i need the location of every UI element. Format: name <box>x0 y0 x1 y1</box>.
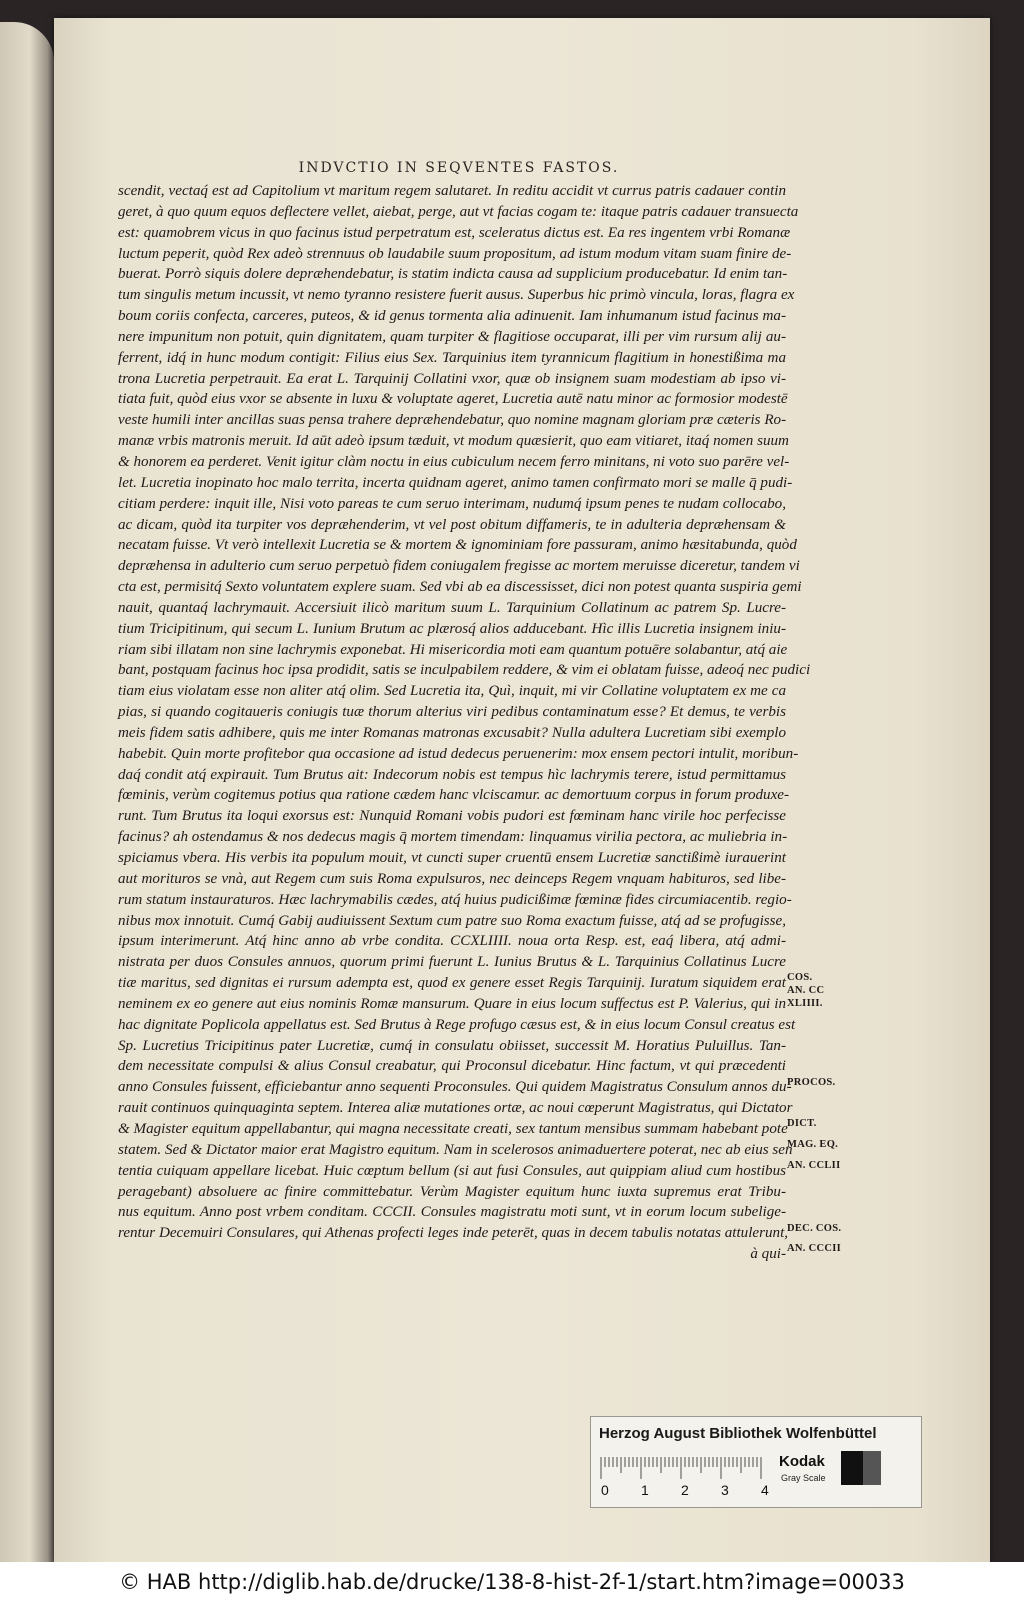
text-line: fœminis, verùm cogitemus potius qua ratione cædem hanc vlciscamur. ac demortuum corpus in forum produxe- <box>118 787 790 804</box>
text-line: dem necessitate compulsi & alius Consul creabatur, qui Proconsul dicebatur. Hinc factum, vt qui præcedenti <box>118 1058 786 1075</box>
margin-note-line: PROCOS. <box>787 1076 836 1088</box>
text-line: ac dicam, quòd ita turpiter vos depræhenderim, vt vel post obitum diffameris, te in adulteria depræhensam & <box>118 516 786 533</box>
text-line: riam sibi illatam non sine lachrymis exponebat. Hi misericordia moti eam quantum potuēre solabantur, atq́ aie <box>118 641 788 658</box>
text-line: tum singulis metum incussit, vt nemo tyranno resistere fuerit ausus. Superbus hic primò vincula, loras, flagra ex <box>118 287 795 304</box>
text-line: tium Tricipitinum, qui secum L. Iunium Brutum ac plærosq́ alios adducebant. Hìc illis Lucretia insignem iniu- <box>118 620 786 637</box>
margin-note <box>787 1117 847 1130</box>
text-line: tiæ maritus, sed dignitas ei rursum adempta est, quod ex genere esset Regis Tarquinij. Iuratum siquidem erat <box>118 975 786 992</box>
text-line: tentia cuiquam appellare licebat. Huic cœptum bellum (si aut fusi Consules, aut quippiam aliud cum hostibus <box>118 1162 786 1179</box>
text-line: nauit, quantaq́ lachrymauit. Accersiuit ilicò maritum suum L. Tarquinium Collatinum ac patrem Sp. Lucre- <box>118 599 786 616</box>
text-line: bant, postquam facinus hoc ipsa prodidit, satis se inculpabilem reddere, & vim ei oblatam fuisse, adeoq́ nec pudici <box>118 662 811 679</box>
text-line: & Magister equitum appellabantur, qui magna necessitate creati, sex tantum mensibus summam habebant pote <box>118 1120 788 1137</box>
text-line: aut morituros se vnà, aut Regem cum suis Roma expulsuros, nec deinceps Regem vnquam habituros, sed libe- <box>118 870 786 887</box>
previous-page-edge <box>0 22 54 1562</box>
text-line: runt. Tum Brutus ita loqui exorsus est: Nunquid Romani vobis pudori est fœminam hanc virile hoc perfecisse <box>118 808 786 825</box>
margin-note-line: XLIIII. <box>787 998 823 1010</box>
margin-note <box>787 1159 847 1172</box>
text-line: meis fidem satis adhibere, quis me inter Romanas matronas excusabit? Nulla adultera Lucretiam sibi exemplo <box>118 724 786 741</box>
swatch-gray <box>863 1451 881 1485</box>
text-line: veste humili inter ancillas suas pensa trahere depræhendebatur, quo nomine magnam gloriam præ cæteris Ro- <box>118 412 787 429</box>
text-line: neminem ex eo genere aut eius nominis Romæ mansurum. Quare in eius locum suffectus est P. Valerius, qui in <box>118 995 786 1012</box>
text-line: buerat. Porrò siquis dolere depræhendebatur, is statim indicta causa ad supplicium producebatur. Id enim tan- <box>118 266 788 283</box>
kodak-brand: Kodak <box>779 1453 825 1470</box>
text-line: boum coriis confecta, carceres, puteos, & id genus tormenta alia adinuenit. Iam inhumanum istud facinus ma- <box>118 308 786 325</box>
ruler-number: 2 <box>681 1482 689 1498</box>
caption-bar <box>0 1562 1024 1606</box>
margin-note-line: AN. CCCII <box>787 1243 842 1255</box>
text-line: pias, si quando cogitaueris coniugis tuæ thorum alterius viri pedibus contaminatum esse? Et demus, te verbis <box>118 704 786 721</box>
text-line: nere impunitum non potuit, quin dignitatem, quam turpiter & flagitiose occuparat, illi per vim rursum alij au- <box>118 328 786 345</box>
margin-note-line: DEC. COS. <box>787 1222 842 1234</box>
text-line: spiciamus vbera. His verbis ita populum mouit, vt cuncti super cruentū ensem Lucretiæ sanctißimè iurauerint <box>118 850 786 866</box>
margin-note <box>787 1076 847 1089</box>
text-line: citiam perdere: inquit ille, Nisi voto pareas te cum seruo interimam, nudumq́ ipsum penes te nudam collocabo, <box>118 495 786 512</box>
text-line: depræhensa in adulterio cum seruo perpetuò fidem coniugalem fregisse ac mortem meruisse diceretur, tandem vi <box>118 558 800 575</box>
text-line: tiam eius violatam esse non aliter atq́ olim. Sed Lucretia ita, Quì, inquit, mi vir Collatine voluptatem ex me ca <box>118 683 786 700</box>
text-line: scendit, vectaq́ est ad Capitolium vt maritum regem salutaret. In reditu accidit vt currus patris cadauer contin <box>118 183 786 199</box>
text-line: nibus mox innotuit. Cumq́ Gabij audiuissent Sextum cum patre suo Roma exactum fuisse, atq́ ad se profugisse, <box>118 912 786 929</box>
text-line: Sp. Lucretius Tricipitinus pater Lucretiæ, cumq́ in consulatu obiisset, successit M. Horatius Puluillus. Tan- <box>118 1037 786 1054</box>
library-name: Herzog August Bibliothek Wolfenbüttel <box>599 1425 877 1442</box>
text-line: rentur Decemuiri Consulares, qui Athenas profecti leges inde peterēt, quas in decem tabulis notatas attulerunt, <box>118 1225 789 1242</box>
ruler-scale <box>597 1453 767 1501</box>
text-line: daq́ condit atq́ expirauit. Tum Brutus ait: Indecorum nobis est tempus hìc lachrymis terere, istud permittamus <box>118 766 786 783</box>
text-line: rum statum instauraturos. Hæc lachrymabilis cædes, atq́ huius pudicißimæ fœminæ fides circumiacentib. regio- <box>118 891 792 908</box>
swatch-black <box>841 1451 863 1485</box>
text-line: manæ vrbis matronis meruit. Id aūt adeò ipsum tæduit, vt modum quæsierit, quo eam vitiaret, itaq́ nomen suum <box>118 433 789 450</box>
text-line: est: quamobrem vicus in quo facinus istud perpetratum est, sceleratus dictus est. Ea res ingentem vrbi Romanæ <box>118 224 791 241</box>
ruler-number: 1 <box>641 1482 649 1498</box>
text-line: nus equitum. Anno post vrbem conditam. CCCII. Consules magistratu moti sunt, vt in eorum locum subelige- <box>118 1204 786 1221</box>
text-line: cta est, permisitq́ Sexto voluntatem explere suam. Sed vbi ab ea discessisset, dici non potest quanta suspiria gemi <box>118 579 802 596</box>
color-card <box>590 1416 922 1508</box>
margin-note <box>787 1222 847 1235</box>
text-line: trona Lucretia perpetrauit. Ea erat L. Tarquinij Collatini vxor, quæ ob insignem suam modestiam ab ipso vi- <box>118 370 786 387</box>
text-line: facinus? ah ostendamus & nos dedecus magis q̄ mortem timendam: linquamus virilia pectora, ac muliebria in- <box>118 829 788 846</box>
margin-note <box>787 1242 847 1255</box>
text-line: à qui- <box>750 1246 786 1263</box>
margin-note <box>787 1138 847 1151</box>
gray-scale-label: Gray Scale <box>781 1473 826 1483</box>
margin-note <box>787 971 847 1010</box>
copyright-caption: © HAB http://diglib.hab.de/drucke/138-8-hist-2f-1/start.htm?image=00033 <box>119 1570 905 1594</box>
ruler-number: 0 <box>601 1482 609 1498</box>
text-line: ipsum interimerunt. Atq́ hinc anno ab vrbe condita. CCXLIIII. noua orta Resp. est, eaq́ libera, atq́ admi- <box>118 933 786 950</box>
text-line: necatam fuisse. Vt verò intellexit Lucretia se & mortem & ignominiam fore passuram, animo hæsitabunda, quòd <box>118 537 797 554</box>
text-line: peragebant) absoluere ac finire committebatur. Verùm Magister equitum hunc iuxta supremus erat Tribu- <box>118 1183 786 1200</box>
text-line: anno Consules fuissent, efficiebantur anno sequenti Proconsules. Qui quidem Magistratus Consulum annos du- <box>118 1079 792 1096</box>
text-line: & honorem ea perderet. Venit igitur clàm noctu in eius cubiculum necem ferro minitans, ni voto suo parēre vel- <box>118 453 790 470</box>
text-line: luctum peperit, quòd Rex adeò strennuus ob laudabile suum propositum, ad istum modum vitam suam finire de- <box>118 245 792 262</box>
ruler-number: 4 <box>761 1482 769 1498</box>
text-line: geret, à quo quum equos deflectere vellet, aiebat, perge, aut vt facias cogam te: itaque patris cadauer transuecta <box>118 203 799 220</box>
margin-note-line: MAG. EQ. <box>787 1139 839 1151</box>
text-line: habebit. Quin morte profitebor qua occasione ad istud dedecus peruenerim: mox ensem pectori intulit, moribun- <box>118 745 799 762</box>
margin-note-line: AN. CC <box>787 985 825 997</box>
margin-note-line: AN. CCLII <box>787 1159 841 1171</box>
margin-note-line: COS. <box>787 972 813 984</box>
text-line: let. Lucretia inopinato hoc malo territa, incerta quidnam ageret, animo tamen confirmato mori se malle q̄ pudi- <box>118 474 793 491</box>
running-head: INDVCTIO IN SEQVENTES FASTOS. <box>298 160 620 176</box>
text-line: tiata fuit, quòd eius vxor se absente in luxu & voluptate ageret, Lucretia autē natu minor ac formosior modestē <box>118 391 788 408</box>
text-line: ferrent, idq́ in hunc modum contigit: Filius eius Sex. Tarquinius item tyrannicum flagitium in honestißima ma <box>118 349 786 366</box>
text-line: statem. Sed & Dictator maior erat Magistro equitum. Nam in scelerosos animaduertere poterat, nec ab eius sen <box>118 1141 793 1158</box>
text-line: hac dignitate Poplicola appellatus est. Sed Brutus à Rege profugo cæsus est, & in eius locum Consul creatus est <box>118 1016 796 1033</box>
ruler-number: 3 <box>721 1482 729 1498</box>
margin-note-line: DICT. <box>787 1118 817 1130</box>
text-line: nistrata per duos Consules annuos, quorum primi fuerunt L. Iunius Brutus & L. Tarquinius Collatinus Lucre <box>118 954 786 971</box>
text-line: rauit continuos quinquaginta septem. Interea aliæ mutationes ortæ, ac noui cœperunt Magistratus, qui Dictator <box>118 1100 793 1117</box>
